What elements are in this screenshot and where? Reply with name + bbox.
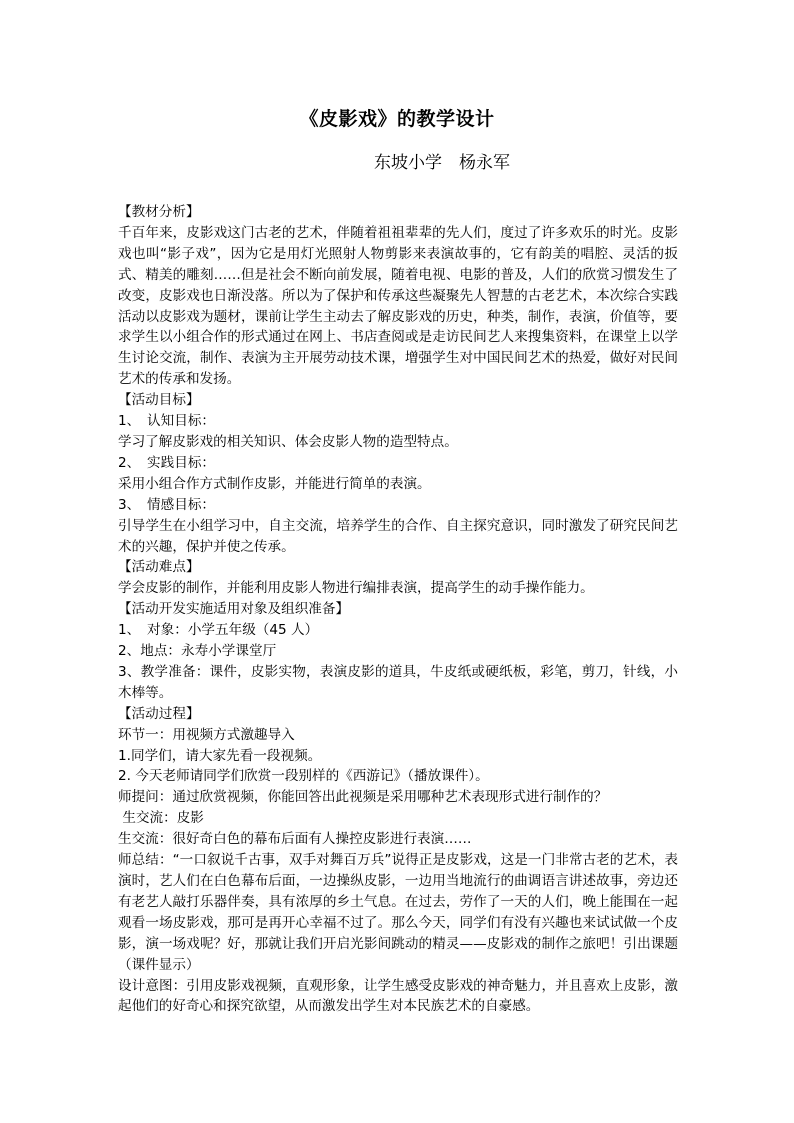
- process-item-2: 2. 今天老师请同学们欣赏一段别样的《西游记》（播放课件）。: [118, 768, 489, 785]
- material-analysis-paragraph: 千百年来，皮影戏这门古老的艺术，伴随着祖祖辈辈的先人们，度过了许多欢乐的时光。皮影戏也叫“影子戏”，因为它是用灯光照射人物剪影来表演故事的，它有韵美的唱腔、灵活的扳式、精美的雕刻……但是社会不断向前发展，随着电视、电影的普及，人们的欣赏习惯发生了改变，皮影戏也日渐没落。所以为了保护和传承这些凝聚先人智慧的古老艺术，本次综合实践活动以皮影戏为题材，课前让学生主动去了解皮影戏的历史，种类，制作，表演，价值等，要求学生以小组合作的形式通过在网上、书店查阅或是走访民间艺人来搜集资料，在课堂上以学生讨论交流，制作、表演为主开展劳动技术课，增强学生对中国民间艺术的热爱，做好对民间艺术的传承和发扬。: [118, 224, 678, 388]
- goal-emotion-heading: 3、 情感目标：: [118, 496, 216, 513]
- goal-emotion-text: 引导学生在小组学习中，自主交流，培养学生的合作、自主探究意识，同时激发了研究民间艺术的兴趣，保护并使之传承。: [118, 517, 678, 555]
- section-heading-preparation: 【活动开发实施适用对象及组织准备】: [118, 601, 350, 618]
- goal-cognitive-heading: 1、 认知目标：: [118, 413, 216, 430]
- goal-practice-heading: 2、 实践目标：: [118, 454, 216, 471]
- goal-cognitive-text: 学习了解皮影戏的相关知识、体会皮影人物的造型特点。: [118, 433, 458, 450]
- process-step-one-title: 环节一：用视频方式激趣导入: [118, 726, 295, 743]
- preparation-audience: 1、 对象：小学五年级（45 人）: [118, 622, 319, 639]
- preparation-materials: 3、教学准备：课件，皮影实物，表演皮影的道具，牛皮纸或硬纸板，彩笔，剪刀，针线，小木棒等。: [118, 663, 678, 701]
- goal-practice-text: 采用小组合作方式制作皮影，并能进行简单的表演。: [118, 475, 431, 492]
- process-item-1: 1.同学们，请大家先看一段视频。: [118, 747, 322, 764]
- design-intent: 设计意图：引用皮影戏视频，直观形象，让学生感受皮影戏的神奇魅力，并且喜欢上皮影，激起他们的好奇心和探究欲望，从而激发出学生对本民族艺术的自豪感。: [118, 977, 678, 1015]
- document-title: 《皮影戏》的教学设计: [299, 108, 495, 130]
- preparation-location: 2、地点：永寿小学课堂厅: [118, 643, 277, 660]
- document-author: 东坡小学 杨永军: [374, 153, 510, 173]
- teacher-question: 师提问：通过欣赏视频，你能回答出此视频是采用哪种艺术表现形式进行制作的？: [118, 789, 608, 806]
- section-heading-material-analysis: 【教材分析】: [118, 204, 200, 220]
- section-heading-difficulties: 【活动难点】: [118, 559, 200, 576]
- section-heading-process: 【活动过程】: [118, 705, 200, 722]
- difficulties-text: 学会皮影的制作，并能利用皮影人物进行编排表演，提高学生的动手操作能力。: [118, 580, 594, 597]
- section-heading-activity-goals: 【活动目标】: [118, 392, 200, 409]
- document-body: [118, 202, 678, 1017]
- student-answer-1: 生交流：皮影: [118, 810, 204, 827]
- student-answer-2: 生交流：很好奇白色的幕布后面有人操控皮影进行表演……: [118, 831, 472, 848]
- teacher-summary: 师总结：“一口叙说千古事，双手对舞百万兵”说得正是皮影戏，这是一门非常古老的艺术，表演时，艺人们在白色幕布后面，一边操纵皮影，一边用当地流行的曲调语言讲述故事，旁边还有老艺人敲打乐器伴奏，具有浓厚的乡土气息。在过去，劳作了一天的人们，晚上能围在一起观看一场皮影戏，那可是再开心幸福不过了。那么今天，同学们有没有兴趣也来试试做一个皮影，演一场戏呢？好，那就让我们开启光影间跳动的精灵——皮影戏的制作之旅吧！引出课题（课件显示）: [118, 852, 678, 973]
